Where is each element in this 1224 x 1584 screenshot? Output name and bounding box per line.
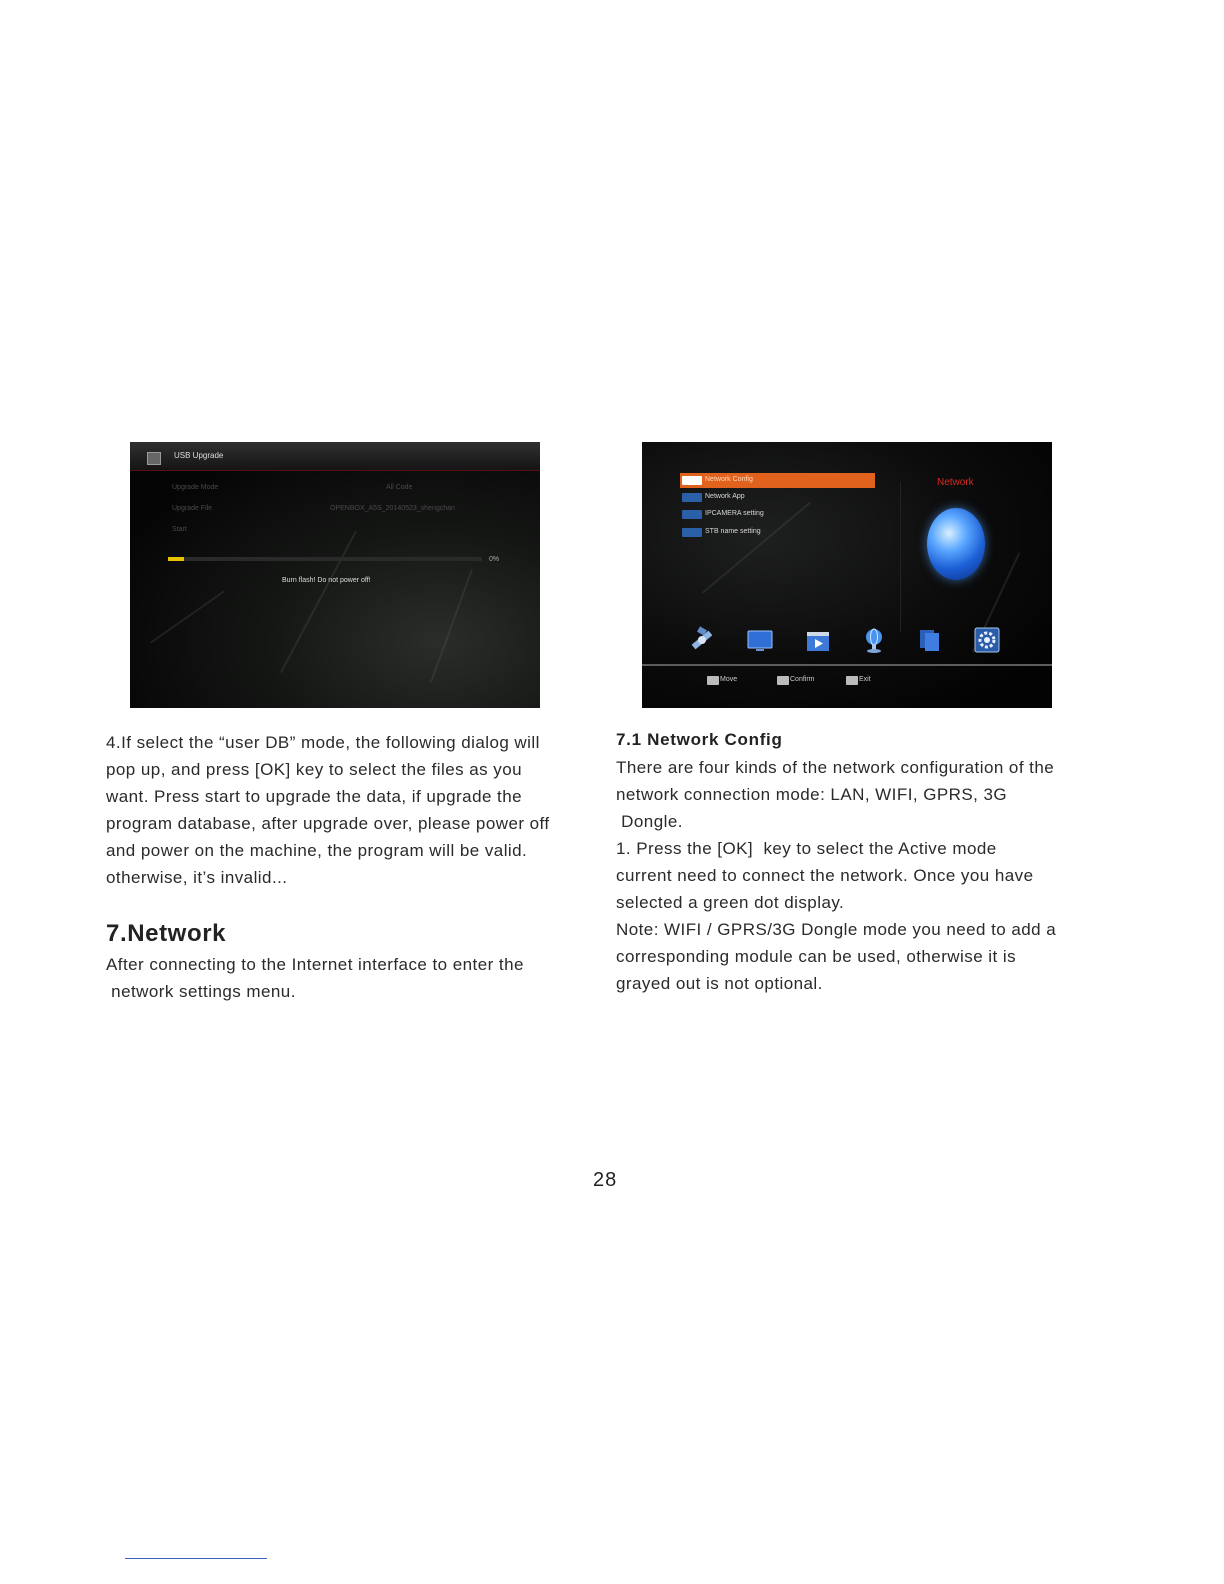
background-stroke bbox=[150, 590, 225, 643]
apps-icon[interactable] bbox=[916, 626, 944, 654]
upgrade-mode-label: Upgrade Mode bbox=[172, 484, 219, 491]
ipcamera-icon bbox=[682, 510, 702, 519]
network-config-icon bbox=[682, 476, 702, 485]
menu-divider bbox=[900, 482, 901, 632]
menu-item-network-app[interactable] bbox=[680, 490, 875, 505]
menu-item-label: Network Config bbox=[705, 476, 753, 483]
menu-item-stb-name-setting[interactable] bbox=[680, 525, 875, 540]
network-app-icon bbox=[682, 493, 702, 502]
network-side-title: Network bbox=[937, 477, 974, 488]
network-intro-paragraph: After connecting to the Internet interface to enter the network settings menu. bbox=[106, 955, 524, 1001]
upgrade-progress-fill bbox=[168, 557, 184, 561]
hint-move: Move bbox=[720, 676, 738, 683]
burn-flash-warning: Burn flash! Do not power off! bbox=[282, 577, 371, 584]
background-stroke bbox=[430, 569, 473, 682]
satellite-icon[interactable] bbox=[688, 626, 716, 654]
hint-confirm: Confirm bbox=[790, 676, 815, 683]
network-globe-icon bbox=[927, 508, 985, 580]
usb-upgrade-header bbox=[130, 442, 540, 471]
upgrade-progress-percent: 0% bbox=[489, 556, 500, 563]
upgrade-mode-value[interactable]: All Code bbox=[386, 484, 413, 491]
menu-item-ipcamera-setting[interactable] bbox=[680, 507, 875, 522]
ok-key-icon bbox=[777, 676, 789, 685]
upgrade-file-value[interactable]: OPENBOX_A5S_20140523_shengchan bbox=[330, 505, 455, 512]
upgrade-file-label: Upgrade File bbox=[172, 505, 213, 512]
page-number: 28 bbox=[593, 1169, 618, 1191]
stb-name-icon bbox=[682, 528, 702, 537]
hint-exit: Exit bbox=[859, 676, 871, 683]
upgrade-progress-bar bbox=[168, 557, 482, 561]
footnote-rule bbox=[125, 1558, 267, 1559]
user-db-paragraph: 4.If select the “user DB” mode, the following dialog will pop up, and press [OK] key to select the files as you want. Press start to upgrade the data, if upgrade the program database, after upgrade over, please power off and power on the machine, the program will be valid. otherwise, it’s invalid... bbox=[106, 733, 550, 887]
menu-item-label: STB name setting bbox=[705, 528, 761, 535]
subsection-heading-network-config: 7.1 Network Config bbox=[616, 730, 783, 749]
network-globe-icon[interactable] bbox=[860, 626, 888, 654]
usb-upgrade-title: USB Upgrade bbox=[174, 451, 224, 460]
move-key-icon bbox=[707, 676, 719, 685]
start-label[interactable]: Start bbox=[172, 526, 187, 533]
background-stroke bbox=[280, 531, 357, 673]
exit-key-icon bbox=[846, 676, 858, 685]
usb-upgrade-screenshot bbox=[130, 442, 540, 708]
usb-icon bbox=[147, 452, 161, 465]
settings-gear-icon[interactable] bbox=[973, 626, 1001, 654]
tv-icon[interactable] bbox=[746, 626, 774, 654]
menu-item-network-config[interactable] bbox=[680, 473, 875, 488]
media-clapper-icon[interactable] bbox=[804, 626, 832, 654]
section-heading-network: 7.Network bbox=[106, 920, 227, 947]
network-config-paragraph: There are four kinds of the network configuration of the network connection mode: LAN, WIFI, GPRS, 3G Dongle. 1. Press the [OK] key to select the Active mode current need to connect the network. Once you have selected a green dot display. Note: WIFI / GPRS/3G Dongle mode you need to add a corresponding module can be used, otherwise it is grayed out is not optional. bbox=[616, 758, 1057, 993]
menu-item-label: Network App bbox=[705, 493, 745, 500]
footer-divider bbox=[642, 664, 1052, 666]
network-menu-screenshot bbox=[642, 442, 1052, 708]
menu-item-label: IPCAMERA setting bbox=[705, 510, 764, 517]
